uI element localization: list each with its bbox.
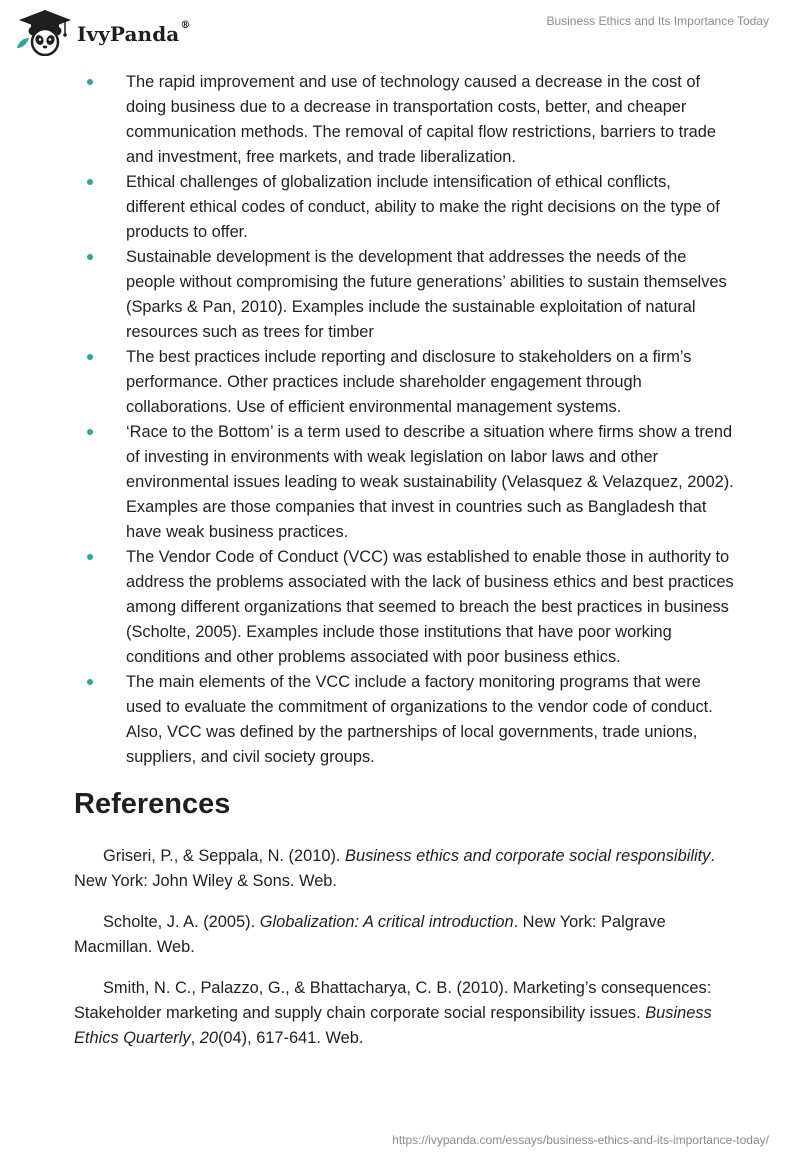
bullet-text: Sustainable development is the development that addresses the needs of the people without compromising the future generations’ abilities to sustain themselves (Sparks & Pan, 2010). Examples include the sustainable exploitation of natural resources such as trees for timber [126, 248, 727, 341]
bullet-item [74, 670, 734, 770]
page-header [0, 0, 800, 60]
bullet-text: The Vendor Code of Conduct (VCC) was established to enable those in authority to address the problems associated with the lack of business ethics and best practices among different organizations that seemed to breach the best practices in business (Scholte, 2005). Examples include those institutions that have poor working conditions and other problems associated with poor business ethics. [126, 548, 734, 666]
bullet-dot-icon [87, 554, 93, 560]
document-title: Business Ethics and Its Importance Today [546, 14, 769, 28]
bullet-dot-icon [87, 254, 93, 260]
reference-text: Griseri, P., & Seppala, N. (2010). [103, 847, 346, 865]
reference-title: Business ethics and corporate social responsibility [345, 847, 711, 865]
reference-title: Globalization: A critical introduction [259, 913, 514, 931]
references-list [74, 844, 734, 1067]
source-url[interactable]: https://ivypanda.com/essays/business-ethics-and-its-importance-today/ [392, 1133, 769, 1147]
panda-graduate-icon [13, 8, 77, 56]
reference-title: Business Ethics Quarterly [74, 1004, 712, 1047]
reference-entry [74, 910, 734, 960]
reference-text: Scholte, J. A. (2005). [103, 913, 260, 931]
reference-entry [74, 976, 734, 1051]
reference-text: Smith, N. C., Palazzo, G., & Bhattacharya, C. B. (2010). Marketing’s consequences: Stakeholder marketing and supply chain corporate social responsibility issues. [74, 979, 712, 1022]
bullet-dot-icon [87, 679, 93, 685]
bullet-item [74, 420, 734, 545]
bullet-dot-icon [87, 429, 93, 435]
bullet-item [74, 70, 734, 170]
reference-text: (04), 617-641. Web. [217, 1029, 364, 1047]
bullet-text: The best practices include reporting and disclosure to stakeholders on a firm’s performance. Other practices include shareholder engagement through collaborations. Use of efficient environmental management systems. [126, 348, 692, 416]
reference-entry [74, 844, 734, 894]
reference-text: . New York: Palgrave Macmillan. Web. [74, 913, 666, 956]
reference-text: . New York: John Wiley & Sons. Web. [74, 847, 715, 890]
reference-text: , [190, 1029, 200, 1047]
bullet-item [74, 545, 734, 670]
bullet-text: Ethical challenges of globalization include intensification of ethical conflicts, different ethical codes of conduct, ability to make the right decisions on the type of products to offer. [126, 173, 720, 241]
references-heading: References [74, 788, 231, 820]
logo-text: IvyPanda [77, 22, 180, 46]
bullet-dot-icon [87, 354, 93, 360]
reference-volume: 20 [199, 1029, 218, 1047]
bullet-text: The rapid improvement and use of technology caused a decrease in the cost of doing business due to a decrease in transportation costs, better, and cheaper communication methods. The removal of capital flow restrictions, barriers to trade and investment, free markets, and trade liberalization. [126, 73, 717, 166]
logo-wordmark [77, 22, 190, 46]
bullet-item [74, 170, 734, 245]
bullet-item [74, 345, 734, 420]
bullet-dot-icon [87, 79, 93, 85]
registered-mark: ® [180, 20, 191, 31]
bullet-text: ‘Race to the Bottom’ is a term used to describe a situation where firms show a trend of investing in environments with weak legislation on labor laws and other environmental issues leading to weak sustainability (Velasquez & Velazquez, 2002). Examples are those companies that invest in countries such as Bangladesh that have weak business practices. [126, 423, 734, 541]
ivypanda-logo[interactable] [13, 8, 203, 54]
bullet-dot-icon [87, 179, 93, 185]
bullet-text: The main elements of the VCC include a factory monitoring programs that were used to evaluate the commitment of organizations to the vendor code of conduct. Also, VCC was defined by the partnerships of local governments, trade unions, suppliers, and civil society groups. [126, 673, 713, 766]
bullet-item [74, 245, 734, 345]
bullet-list [74, 70, 734, 770]
